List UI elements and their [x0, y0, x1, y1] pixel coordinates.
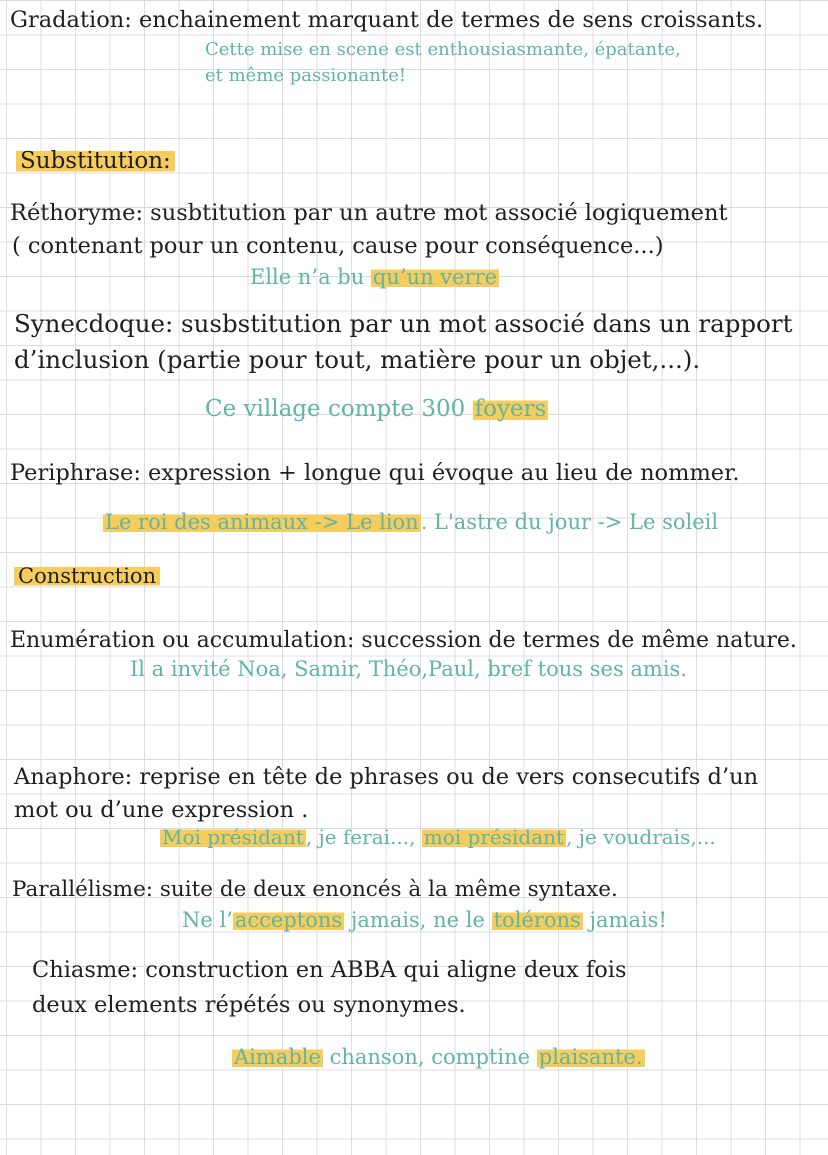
periphrase-example-plain: . L'astre du jour -> Le soleil — [420, 510, 719, 534]
parallelisme-example-b: jamais, ne le — [344, 908, 492, 932]
anaphore-example-end: , je voudrais,... — [566, 825, 716, 849]
gradation-example-line2: et même passionante! — [205, 65, 407, 86]
periphrase-example-highlight: Le roi des animaux -> Le lion — [105, 510, 419, 534]
synecdoque-example — [205, 396, 548, 422]
parallelisme-example — [182, 908, 667, 932]
anaphore-definition-line2: mot ou d’une expression . — [14, 797, 309, 823]
rethoryme-example-plain: Elle n’a bu — [250, 265, 371, 289]
anaphore-example — [160, 826, 716, 849]
periphrase-definition: Periphrase: expression + longue qui évoque au lieu de nommer. — [10, 460, 740, 486]
chiasme-example-mid: chanson, comptine — [322, 1045, 537, 1069]
chiasme-definition-line1: Chiasme: construction en ABBA qui aligne deux fois — [32, 957, 627, 983]
substitution-heading: Substitution: — [16, 148, 175, 174]
rethoryme-example-highlight: qu’un verre — [372, 265, 498, 289]
anaphore-example-highlight-2: moi présidant — [423, 825, 565, 849]
anaphore-definition-line1: Anaphore: reprise en tête de phrases ou de vers consecutifs d’un — [14, 764, 759, 790]
construction-heading: Construction — [14, 564, 160, 588]
synecdoque-example-plain: Ce village compte 300 — [205, 396, 473, 422]
parallelisme-example-a: Ne l’ — [182, 908, 233, 932]
parallelisme-example-highlight-1: acceptons — [234, 908, 343, 932]
synecdoque-definition-line2: d’inclusion (partie pour tout, matière pour un objet,...). — [14, 345, 701, 374]
gradation-example-line1: Cette mise en scene est enthousiasmante, épatante, — [205, 39, 681, 60]
enumeration-example: Il a invité Noa, Samir, Théo,Paul, bref tous ses amis. — [130, 657, 688, 681]
chiasme-example — [232, 1045, 645, 1069]
periphrase-example — [103, 510, 718, 534]
rethoryme-definition-line1: Réthoryme: susbtitution par un autre mot associé logiquement — [10, 200, 728, 226]
chiasme-example-highlight-1: Aimable — [234, 1045, 321, 1069]
synecdoque-definition-line1: Synecdoque: susbstitution par un mot associé dans un rapport — [14, 309, 793, 338]
anaphore-example-mid: , je ferai..., — [305, 825, 422, 849]
anaphore-example-highlight-1: Moi présidant — [162, 825, 304, 849]
parallelisme-example-highlight-2: tolérons — [493, 908, 581, 932]
rethoryme-definition-line2: ( contenant pour un contenu, cause pour conséquence...) — [12, 233, 664, 259]
chiasme-definition-line2: deux elements répétés ou synonymes. — [32, 992, 466, 1018]
chiasme-example-highlight-2: plaisante. — [538, 1045, 643, 1069]
parallelisme-example-c: jamais! — [582, 908, 667, 932]
synecdoque-example-highlight: foyers — [474, 396, 547, 422]
gradation-definition: Gradation: enchainement marquant de termes de sens croissants. — [10, 7, 764, 33]
enumeration-definition: Enumération ou accumulation: succession de termes de même nature. — [10, 628, 797, 653]
parallelisme-definition: Parallélisme: suite de deux enoncés à la même syntaxe. — [12, 877, 618, 902]
rethoryme-example — [250, 265, 499, 289]
